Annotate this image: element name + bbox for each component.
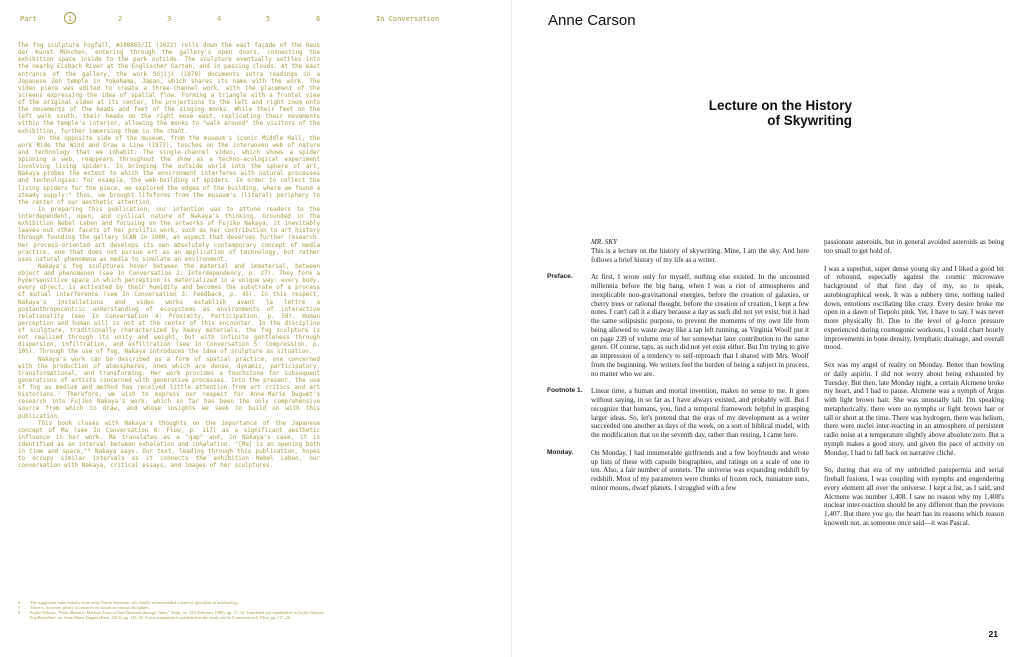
footnote bbox=[18, 610, 328, 620]
section-label: Preface. bbox=[547, 273, 573, 281]
section-text: On Monday, I had innumerable girlfriends and a few boyfriends and wrote up lists of these with capsule biographies, and ratings on a scale of one to ten. Also, a fair number of sonnets. The universe was expanding redshift by redshift. Most of my parameters were chunks of frozen rock, miniature suns, minor moons, dwarf planets. I struggled with a few bbox=[591, 448, 809, 492]
column-paragraph: I was a superhot, super dense young sky and I liked a good bit of rebound, especially against the cosmic microwave background of that first day of my, so to speak, autobiographical week. It was a rubbery time, nothing nailed down, emotions oscillating like crazy. Every desire broke me open in a dawn of Tiepolo pink. Yet, I have to say, I was never more physically fit. Due to the level of g-force pressure experienced during cosmogonic workouts, I could chart hourly improvements in bone density, lymphatic drainage, and overall mood. bbox=[824, 264, 1004, 352]
essay-body bbox=[18, 43, 320, 471]
footnote-text: There is, however, plenty of research on clouds in various disciplines. bbox=[30, 605, 150, 611]
intro-text: This is a lecture on the history of skywriting. Mine, I am the sky. And here follows a brief history of my life as a writer. bbox=[591, 246, 809, 264]
section-text: Linear time, a human and mortal invention, makes no sense to me. It goes without saying, in so far as I have always existed, and probably will. But I recognize that humans, you, find a temporal framework helpful in grasping larger ideas. So, let's pretend that the eras of my development as a writer succeeded one another as days of the week, on a sort of biblical model, with the modification that on the seventh day, rather than resting, I came here. bbox=[591, 387, 809, 439]
footnote-number: 6 bbox=[18, 600, 21, 605]
section-monday bbox=[547, 448, 809, 493]
footnote-text: Fujiko Nakaya, "From Means to Method: Form of Zen Observed through Video," Sōjiji, no. 124 (February 1980), pp. 27–34. Translated and republished in Fujiko Nakaya: Fog Brouillard, ed. Anne-Marie Duguet (Paris, 2012), pp. 145–50. A new translation is published in this book, see In Conversation 6: Flow, pp. 117–26. bbox=[30, 610, 325, 621]
footnote-number: 7 bbox=[18, 605, 21, 611]
section-preface bbox=[547, 273, 809, 378]
lecture-column-1 bbox=[547, 238, 809, 493]
part-3-link[interactable]: 3 bbox=[167, 15, 172, 23]
part-6-link[interactable]: 6 bbox=[316, 15, 321, 23]
intro-block bbox=[591, 238, 809, 264]
part-2-link[interactable]: 2 bbox=[118, 15, 123, 23]
right-page bbox=[512, 0, 1024, 657]
part-label: Part bbox=[20, 15, 37, 23]
page-number: 21 bbox=[988, 629, 998, 639]
footnotes bbox=[18, 600, 328, 620]
essay-paragraph: Nakaya's work can be described as a form of spatial practice, one concerned with the production of atmospheres, ones which are dense, dynamic, participatory, transformational, and transforming. Her work provides a touchstone for subsequent generations of artists concerned with generative processes. Into the present, the use of fog as medium and method has received little attention from art critics and art historians.⁷ Therefore, we wish to express our respect for Anne-Marie Duguet's research into Fujiko Nakaya's work, which so far has been the only comprehensive source from which to draw, and whose insights we seek to build on with this publication. bbox=[18, 356, 320, 420]
author-name: Anne Carson bbox=[548, 12, 636, 29]
column-paragraph: Sex was my angel of reality on Monday. Better than bowling or daily aspirin. I did not worry about being exhausted by Tuesday. But then, late Monday night, a certain Alcmene broke my heart, and I had to pause. Alcmene was a nymph of Argus with light brown hair. She was unusually tall. I'm speaking metaphorically, there were no nymphs or light brown hair or tall or short at the time. There was hydrogen, there was helium, there were nuclei inter-reacting in an atmosphere of persistent radio noise at a temperature slightly above absolute zero. But a nymph makes a good story, and given the pace of activity on Monday, I had to fall back on narrative cliché. bbox=[824, 361, 1004, 457]
column-paragraph: passionate asteroids, but in general avoided asteroids as being too small to get hold of. bbox=[824, 238, 1004, 255]
footnote-text: The suggestion came initially from artist Tomás Saraceno, who kindly recommended a team of specialists in arachnology. bbox=[30, 600, 240, 605]
section-text: At first, I wrote only for myself, nothing else existed. In the uncounted millennia before the big bang, when I was a riot of atmospheres and inexplicable non-gravitational energies, before the creation of galaxies, or cherry trees or rational thought, before the creation of creation, I kept a few notes. I can't call it a diary because a day as such did not yet exist, but it had the same solipsistic purpose, to prevent the moments of my own life from being allowed to waste away like a tap left running, as Virginia Woolf put it on page 239 of volume one of her somewhat later contribution to the same genre. Of course, taps, as such did not yet exist either. But I'm trying to give an impression of a tendency to self-reproach that I shared with Mrs. Woolf from the beginning. We writers feel the burden of being a subject in process, no matter who we are. bbox=[591, 273, 809, 378]
essay-paragraph: Nakaya's fog sculptures hover between the material and immaterial, between object and phenomenon (see In Conversation 2: Interdependency, p. 27). They form a hypersensitive space in which perception is materialized in a unique way: every body, every object, is activated by their humidity and becomes the substrate of a process of mutual interference (see In Conversation 3: Feedback, p. 45). In this respect, Nakaya's installations and video works establish avant la lettre a postanthropocentric understanding of ecosystems as environments of interactive relationality (see In Conversation 4: Proximity, Participation, p. 59). Human perception and human will is not at the center of this encounter. In the discipline of sculpture, traditionally characterized by heavy materials, the fog sculpture is not realized through its unity and weight, but with infinite gentleness through dispersion, infiltration, and exfiltration (see In Conversation 5: Compression, p. 105). Through the use of fog, Nakaya introduces the idea of sculpture as situation. bbox=[18, 263, 320, 356]
title-line: Lecture on the History bbox=[708, 98, 852, 113]
title-line: of Skywriting bbox=[767, 113, 852, 128]
essay-paragraph: The fog sculpture Fogfall, #108865/II (2022) rolls down the east façade of the Haus der Kunst München, entering through the gallery's open doors, connecting the exhibition space inside to the park outside. The sculpture eventually settles into the nearby Eisbach River at the Englischer Garten, and in passing clouds. At the east entrance of the gallery, the work Sōjiji (1979) documents sutra readings in a Japanese Zen temple in Yokohama, Japan, which shares its name with the work. The video piece was edited to create a three-channel work, with the placement of the screens expressing the idea of spatial flow. Forming a triangle with a frontal view of the original video at its center, the projections to the left and right zoom onto the movements of the heads and feet of the singing monks. While their feet on the left walk south, their heads on the right move east, replicating their movements within the temple's interior, allowing the monks to "walk around" the visitors of the exhibition, further immersing them in the chant. bbox=[18, 43, 320, 135]
essay-paragraph: This book closes with Nakaya's thoughts on the importance of the Japanese concept of Ma (see In Conversation 6: Flow, p. 117) as a significant aesthetic influence in her work. Ma translates as a "gap" and, in Nakaya's case, it is identified as an interval between exhalation and inhalation. "[Ma] is an opening both in time and space,"⁸ Nakaya says. Our text, leading through this publication, hopes to occupy similar intervals as it connects the exhibition Nebel Leben, our conversation with Nakaya, critical essays, and images of her sculptures. bbox=[18, 420, 320, 470]
section-name: In Conversation bbox=[376, 15, 440, 23]
lecture-column-2 bbox=[824, 238, 1004, 528]
part-1-active[interactable]: 1 bbox=[64, 12, 76, 24]
column-paragraph: So, during that era of my unbridled panspermia and serial fireball fusions, I was coupling with nymphs and engendering every element all over the universe. I kept a list, as I said, and Alcmene was number 1,408. I saw no reason why my 1,408's nuclear inter-reaction should be any different than the previous 1,407. But there you go, the heart has its reasons which reason knoweth not, as someone once said—it was Pascal. bbox=[824, 466, 1004, 527]
speaker-name: MR. SKY bbox=[591, 238, 618, 246]
lecture-title bbox=[652, 98, 852, 128]
part-5-link[interactable]: 5 bbox=[266, 15, 271, 23]
essay-paragraph: On the opposite side of the museum, from the museum's iconic Middle Hall, the work Ride the Wind and Draw a Line (1973), touches on the interwoven web of nature and technology that we inhabit. The single-channel video, which shows a spider spinning a web, reappears throughout the show as a techno-ecological experiment involving living spiders. In bringing the outside world into the sphere of art, Nakaya probes the extent to which the environment interferes with natural processes and technologies: for example, the web-building of spiders. In order to collect the living spiders for the piece, we explored the edges of the building, where we found a steady supply:⁶ thus, we brought lifeforms from the museum's (literal) periphery to the center of our aesthetic attention. bbox=[18, 135, 320, 206]
part-4-link[interactable]: 4 bbox=[217, 15, 222, 23]
section-label: Monday. bbox=[547, 448, 574, 456]
section-label: Footnote 1. bbox=[547, 387, 583, 395]
footnote-number: 8 bbox=[18, 610, 21, 616]
section-footnote-1 bbox=[547, 387, 809, 440]
essay-paragraph: In preparing this publication, our intention was to attune readers to the interdependent, open, and cyclical nature of Nakaya's thinking. Grounded in the exhibition Nebel Leben and focusing on the artworks of Fujiko Nakaya, it inevitably leaves out other facets of her prolific work, such as her contribution to art history through founding the gallery SCAN in 1980, an aspect that deserves further research. Her process-oriented art develops its own absolutely contemporary concept of media practice, one that does not pursue art as an application of technology, but rather uses natural phenomena as media to simulate an environment. bbox=[18, 206, 320, 263]
